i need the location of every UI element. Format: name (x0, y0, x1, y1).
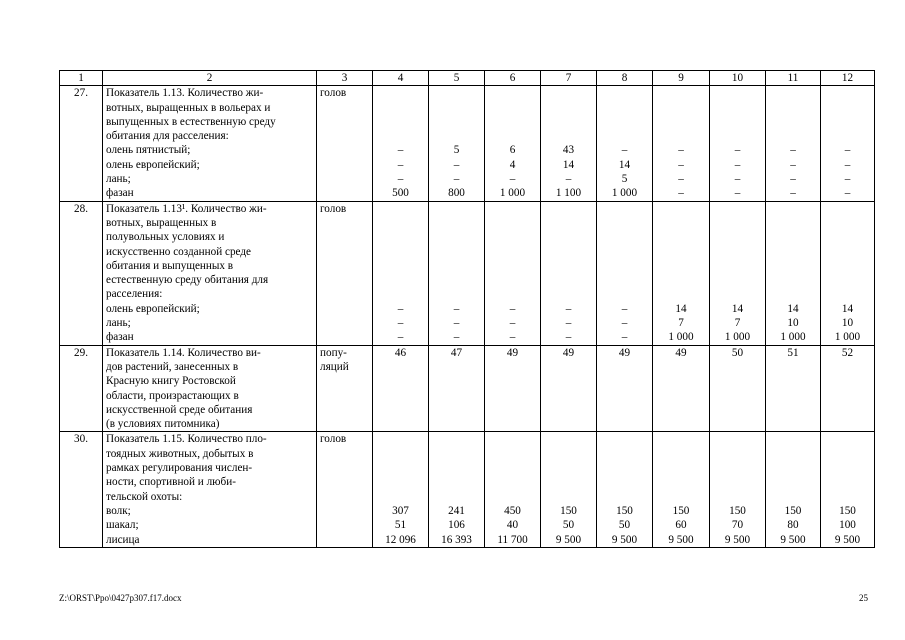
cell-value: 150 (784, 504, 802, 517)
cell-value: 51 (394, 519, 407, 532)
value-cell (766, 345, 821, 432)
cell-value: 49 (675, 346, 687, 359)
cell-value: 46 (394, 346, 407, 359)
cell-value: 10 (841, 317, 854, 330)
row-number: 30. (60, 432, 103, 547)
cell-value: 49 (562, 346, 575, 359)
cell-value: 150 (729, 504, 746, 517)
footer-page-number: 25 (859, 593, 868, 603)
cell-value: – (509, 331, 516, 344)
description-line: вотных, выращенных в вольерах и (106, 101, 271, 114)
value-cell (653, 86, 710, 201)
cell-value: 52 (841, 346, 854, 359)
cell-value: 1 000 (834, 331, 861, 344)
value-cell (541, 432, 597, 547)
column-header-8: 8 (597, 71, 653, 86)
indicator-description (103, 432, 317, 547)
column-header-11: 11 (766, 71, 821, 86)
unit-of-measure (317, 432, 373, 547)
cell-value: 106 (448, 519, 465, 532)
unit-of-measure (317, 201, 373, 345)
cell-value: 11 700 (497, 533, 528, 546)
value-cell (653, 201, 710, 345)
cell-value: 9 500 (555, 533, 582, 546)
description-line: обитания и выпущенных в (106, 259, 234, 272)
cell-value: 70 (731, 519, 744, 532)
table-row (60, 345, 875, 432)
cell-value: – (621, 331, 628, 344)
column-header-6: 6 (485, 71, 541, 86)
unit-line: ляций (320, 360, 349, 373)
cell-value: – (678, 158, 684, 171)
description-line: олень европейский; (106, 158, 200, 171)
description-line: Показатель 1.15. Количество пло- (106, 433, 267, 446)
cell-value: 47 (450, 346, 463, 359)
cell-value: – (621, 317, 628, 330)
cell-value: – (453, 317, 460, 330)
column-header-4: 4 (373, 71, 429, 86)
indicator-description (103, 201, 317, 345)
cell-value: 9 500 (724, 533, 751, 546)
cell-value: 150 (839, 504, 856, 517)
cell-value: – (790, 187, 796, 200)
value-cell (485, 432, 541, 547)
value-cell (373, 86, 429, 201)
cell-value: 150 (672, 504, 690, 517)
cell-value: 1 000 (780, 331, 806, 344)
row-number: 29. (60, 345, 103, 432)
cell-value: 14 (787, 302, 799, 315)
column-header-10: 10 (710, 71, 766, 86)
value-cell (429, 345, 485, 432)
value-cell (710, 201, 766, 345)
value-cell (821, 432, 875, 547)
value-cell (597, 201, 653, 345)
description-line: обитания для расселения: (106, 130, 229, 143)
cell-value: – (678, 187, 684, 200)
cell-value: – (790, 158, 796, 171)
cell-value: 43 (562, 144, 575, 157)
cell-value: 51 (787, 346, 799, 359)
cell-value: 14 (562, 158, 575, 171)
cell-value: 49 (506, 346, 519, 359)
cell-value: – (678, 144, 684, 157)
description-line: расселения: (106, 288, 163, 301)
description-line: естественную среду обитания для (106, 274, 269, 287)
value-cell (373, 201, 429, 345)
cell-value: – (397, 331, 404, 344)
column-header-5: 5 (429, 71, 485, 86)
cell-value: – (565, 173, 572, 186)
description-line: области, произрастающих в (106, 389, 239, 402)
cell-value: 50 (731, 346, 744, 359)
description-line: фазан (106, 187, 134, 200)
cell-value: – (565, 331, 572, 344)
cell-value: 241 (448, 504, 465, 517)
unit-line: голов (320, 87, 347, 100)
unit-of-measure (317, 86, 373, 201)
cell-value: – (397, 317, 404, 330)
column-header-12: 12 (821, 71, 875, 86)
footer-file-path: Z:\ORST\Ppo\0427p307.f17.docx (59, 593, 182, 603)
cell-value: – (453, 302, 460, 315)
value-cell (597, 86, 653, 201)
value-cell (653, 432, 710, 547)
value-cell (766, 86, 821, 201)
cell-value: 14 (618, 158, 631, 171)
cell-value: 1 100 (555, 187, 582, 200)
cell-value: 14 (841, 302, 854, 315)
cell-value: 150 (560, 504, 577, 517)
cell-value: 9 500 (780, 533, 806, 546)
value-cell (485, 86, 541, 201)
table-row (60, 86, 875, 201)
unit-line: голов (320, 202, 347, 215)
cell-value: – (734, 187, 741, 200)
cell-value: 500 (392, 187, 409, 200)
cell-value: 14 (675, 302, 687, 315)
description-line: ности, спортивной и люби- (106, 476, 236, 489)
value-cell (653, 345, 710, 432)
cell-value: – (844, 187, 851, 200)
value-cell (710, 345, 766, 432)
column-header-7: 7 (541, 71, 597, 86)
description-line: полувольных условиях и (106, 231, 225, 244)
value-cell (485, 201, 541, 345)
cell-value: 1 000 (668, 331, 694, 344)
cell-value: – (509, 317, 516, 330)
description-line: вотных, выращенных в (106, 216, 217, 229)
indicators-table (59, 70, 875, 548)
cell-value: – (397, 302, 404, 315)
cell-value: 1 000 (499, 187, 526, 200)
cell-value: 14 (731, 302, 744, 315)
description-line: тоядных животных, добытых в (106, 447, 254, 460)
cell-value: 12 096 (385, 533, 416, 546)
value-cell (597, 345, 653, 432)
cell-value: 10 (787, 317, 799, 330)
cell-value: – (509, 173, 516, 186)
cell-value: 100 (839, 519, 856, 532)
cell-value: 9 500 (834, 533, 861, 546)
cell-value: – (565, 302, 572, 315)
description-line: выпущенных в естественную среду (106, 115, 276, 128)
row-number: 28. (60, 201, 103, 345)
cell-value: 7 (678, 317, 684, 330)
cell-value: – (678, 173, 684, 186)
description-line: Красную книгу Ростовской (106, 375, 236, 388)
cell-value: – (734, 158, 741, 171)
cell-value: 307 (392, 504, 409, 517)
value-cell (429, 432, 485, 547)
cell-value: – (790, 173, 796, 186)
description-line: лисица (106, 533, 140, 546)
table-header-row (60, 71, 875, 86)
cell-value: – (844, 144, 851, 157)
description-line: дов растений, занесенных в (106, 360, 239, 373)
description-line: Показатель 1.13¹. Количество жи- (106, 202, 267, 215)
cell-value: 9 500 (611, 533, 638, 546)
table-row (60, 201, 875, 345)
cell-value: 16 393 (441, 533, 472, 546)
value-cell (485, 345, 541, 432)
column-header-9: 9 (653, 71, 710, 86)
unit-of-measure (317, 345, 373, 432)
value-cell (541, 201, 597, 345)
description-line: Показатель 1.14. Количество ви- (106, 346, 261, 359)
cell-value: 7 (734, 317, 741, 330)
description-line: фазан (106, 331, 134, 344)
cell-value: – (734, 144, 741, 157)
value-cell (541, 345, 597, 432)
cell-value: 1 000 (611, 187, 638, 200)
cell-value: – (453, 331, 460, 344)
cell-value: 5 (621, 173, 628, 186)
cell-value: 800 (448, 187, 465, 200)
cell-value: – (397, 173, 404, 186)
description-line: искусственной среде обитания (106, 403, 253, 416)
cell-value: – (621, 144, 628, 157)
value-cell (821, 201, 875, 345)
cell-value: 60 (675, 519, 687, 532)
description-line: лань; (106, 317, 131, 330)
cell-value: 5 (453, 144, 460, 157)
cell-value: – (565, 317, 572, 330)
value-cell (429, 201, 485, 345)
column-header-3: 3 (317, 71, 373, 86)
description-line: лань; (106, 173, 131, 186)
value-cell (373, 345, 429, 432)
description-line: тельской охоты: (106, 490, 183, 503)
description-line: искусственно созданной среде (106, 245, 252, 258)
table-row (60, 432, 875, 547)
cell-value: 49 (618, 346, 631, 359)
value-cell (710, 432, 766, 547)
description-line: олень пятнистый; (106, 144, 191, 157)
description-line: (в условиях питомника) (106, 418, 220, 431)
cell-value: – (397, 158, 404, 171)
value-cell (541, 86, 597, 201)
unit-line: голов (320, 433, 347, 446)
column-header-1: 1 (60, 71, 103, 86)
value-cell (429, 86, 485, 201)
cell-value: – (509, 302, 516, 315)
cell-value: 450 (504, 504, 521, 517)
value-cell (821, 86, 875, 201)
indicator-description (103, 345, 317, 432)
unit-line: попу- (320, 346, 347, 359)
cell-value: 80 (787, 519, 799, 532)
cell-value: – (790, 144, 796, 157)
value-cell (597, 432, 653, 547)
cell-value: 6 (509, 144, 516, 157)
description-line: рамках регулирования числен- (106, 462, 253, 475)
cell-value: 150 (616, 504, 633, 517)
value-cell (373, 432, 429, 547)
cell-value: – (397, 144, 404, 157)
cell-value: 50 (562, 519, 575, 532)
value-cell (821, 345, 875, 432)
cell-value: – (621, 302, 628, 315)
cell-value: 1 000 (724, 331, 751, 344)
cell-value: 50 (618, 519, 631, 532)
cell-value: – (453, 158, 460, 171)
description-line: Показатель 1.13. Количество жи- (106, 87, 264, 100)
cell-value: 9 500 (668, 533, 694, 546)
cell-value: – (844, 173, 851, 186)
value-cell (766, 432, 821, 547)
description-line: волк; (106, 504, 131, 517)
cell-value: 4 (509, 158, 516, 171)
description-line: олень европейский; (106, 302, 200, 315)
row-number: 27. (60, 86, 103, 201)
description-line: шакал; (106, 519, 139, 532)
value-cell (766, 201, 821, 345)
cell-value: – (734, 173, 741, 186)
cell-value: 40 (506, 519, 519, 532)
cell-value: – (453, 173, 460, 186)
column-header-2: 2 (103, 71, 317, 86)
value-cell (710, 86, 766, 201)
indicator-description (103, 86, 317, 201)
cell-value: – (844, 158, 851, 171)
